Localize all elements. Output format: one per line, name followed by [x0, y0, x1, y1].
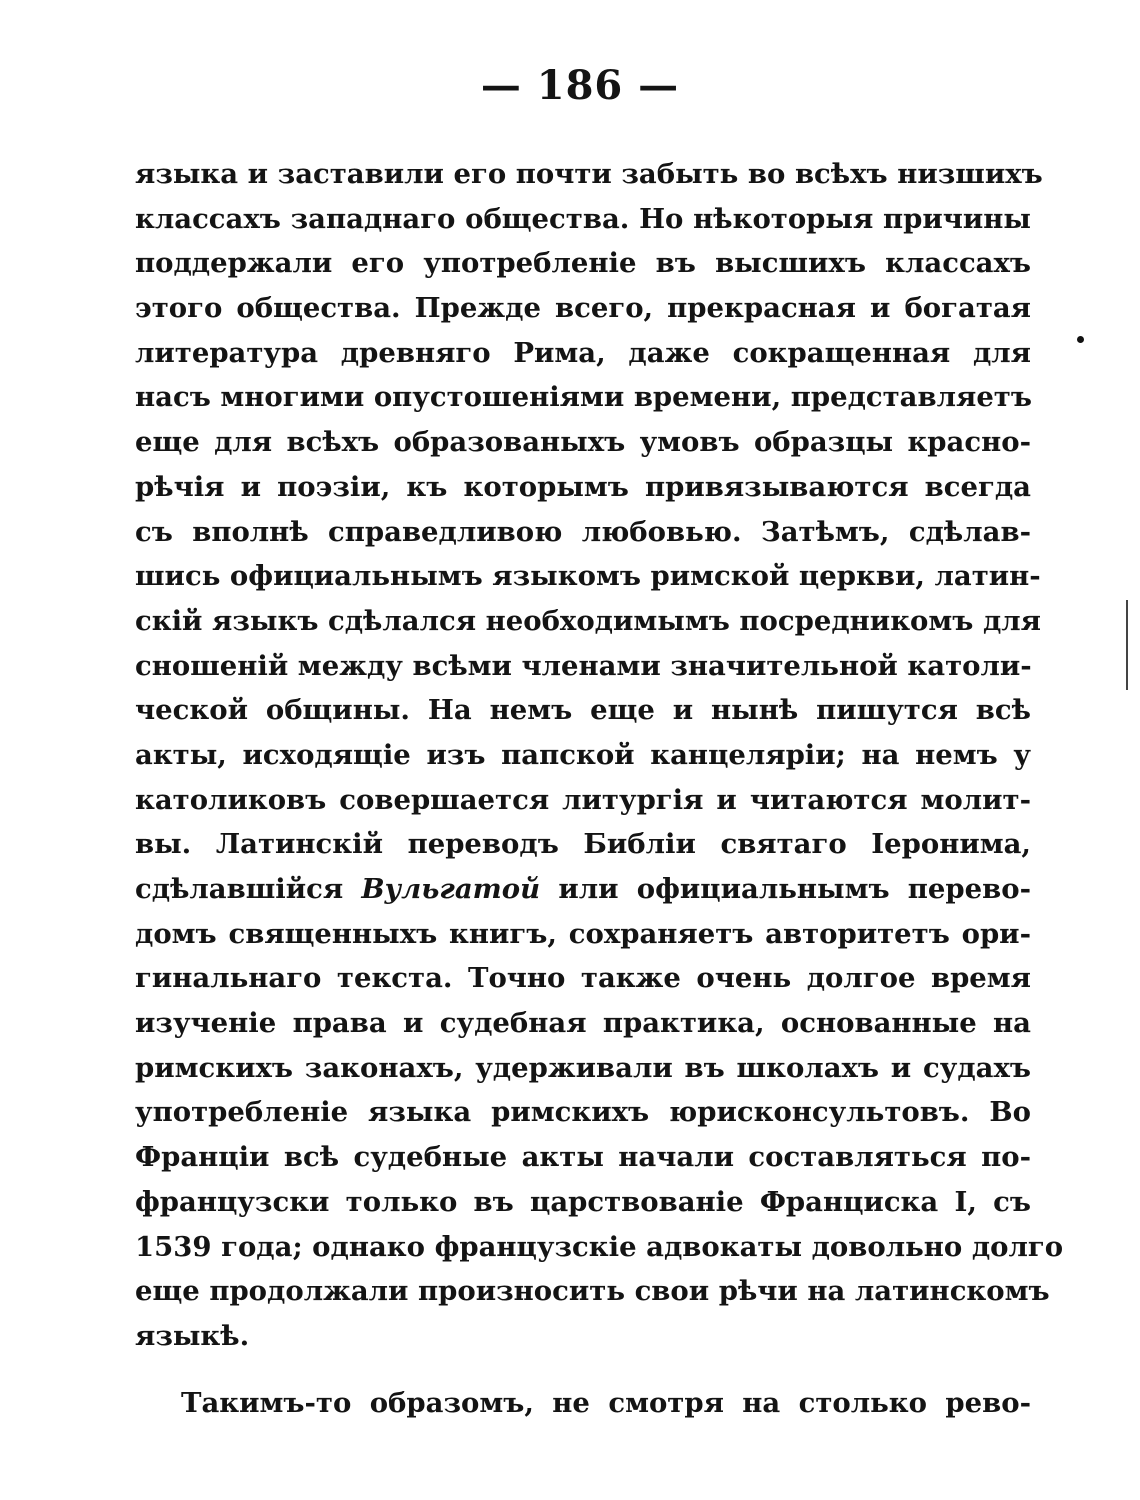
paragraph-1: [135, 152, 1064, 1359]
text-line: насъ многими опустошеніями времени, представляетъ: [135, 381, 1032, 414]
text-line: съ вполнѣ справедливою любовью. Затѣмъ, сдѣлав-: [135, 515, 1031, 548]
text-line: католиковъ совершается литургія и читаются молит-: [135, 783, 1031, 816]
text-line-with-italic: [135, 867, 1031, 912]
text-line: еще продолжали произносить свои рѣчи на латинскомъ: [135, 1275, 1050, 1308]
text-line: шись официальнымъ языкомъ римской церкви, латин-: [135, 560, 1041, 593]
paragraph-last-line: языкѣ.: [135, 1319, 250, 1352]
ink-speck: [1077, 336, 1084, 343]
line-text-before-italic: сдѣлавшійся: [135, 873, 344, 905]
paragraph-2: [135, 1381, 1031, 1426]
text-line: Франціи всѣ судебные акты начали составляться по-: [135, 1141, 1031, 1174]
text-line: сношеній между всѣми членами значительной католи-: [135, 649, 1032, 682]
text-line: римскихъ законахъ, удерживали въ школахъ и судахъ: [135, 1051, 1031, 1084]
text-line: вы. Латинскій переводъ Библіи святаго Іеронима,: [135, 828, 1031, 861]
text-line: домъ священныхъ книгъ, сохраняетъ авторитетъ ори-: [135, 917, 1031, 950]
body-text: [135, 152, 1064, 1425]
text-line: французски только въ царствованіе Франциска I, съ: [135, 1185, 1031, 1218]
text-line: 1539 года; однако французскіе адвокаты довольно долго: [135, 1230, 1064, 1263]
text-line: литература древняго Рима, даже сокращенная для: [135, 336, 1031, 369]
text-line: акты, исходящіе изъ папской канцеляріи; на немъ у: [135, 738, 1031, 771]
text-line: ческой общины. На немъ еще и нынѣ пишутся всѣ: [135, 694, 1031, 727]
text-line: употребленіе языка римскихъ юрисконсультовъ. Во: [135, 1096, 1031, 1129]
text-line: поддержали его употребленіе въ высшихъ классахъ: [135, 247, 1031, 280]
text-line: Такимъ-то образомъ, не смотря на столько рево-: [181, 1386, 1031, 1419]
page-number: — 186 —: [480, 62, 680, 109]
page-edge-mark: [1126, 600, 1128, 690]
text-line: классахъ западнаго общества. Но нѣкоторыя причины: [135, 202, 1031, 235]
text-line: языка и заставили его почти забыть во всѣхъ низшихъ: [135, 158, 1043, 190]
text-line: рѣчія и поэзіи, къ которымъ привязываются всегда: [135, 470, 1031, 503]
text-line: этого общества. Прежде всего, прекрасная и богатая: [135, 292, 1031, 325]
text-line: гинальнаго текста. Точно также очень долгое время: [135, 962, 1031, 995]
text-line: скій языкъ сдѣлался необходимымъ посредникомъ для: [135, 604, 1041, 637]
italic-word-vulgate: Вульгатой: [361, 873, 541, 905]
text-line: еще для всѣхъ образованыхъ умовъ образцы красно-: [135, 426, 1031, 459]
line-text-after-italic: или официальнымъ перево-: [558, 873, 1031, 905]
text-line: изученіе права и судебная практика, основанные на: [135, 1007, 1031, 1040]
